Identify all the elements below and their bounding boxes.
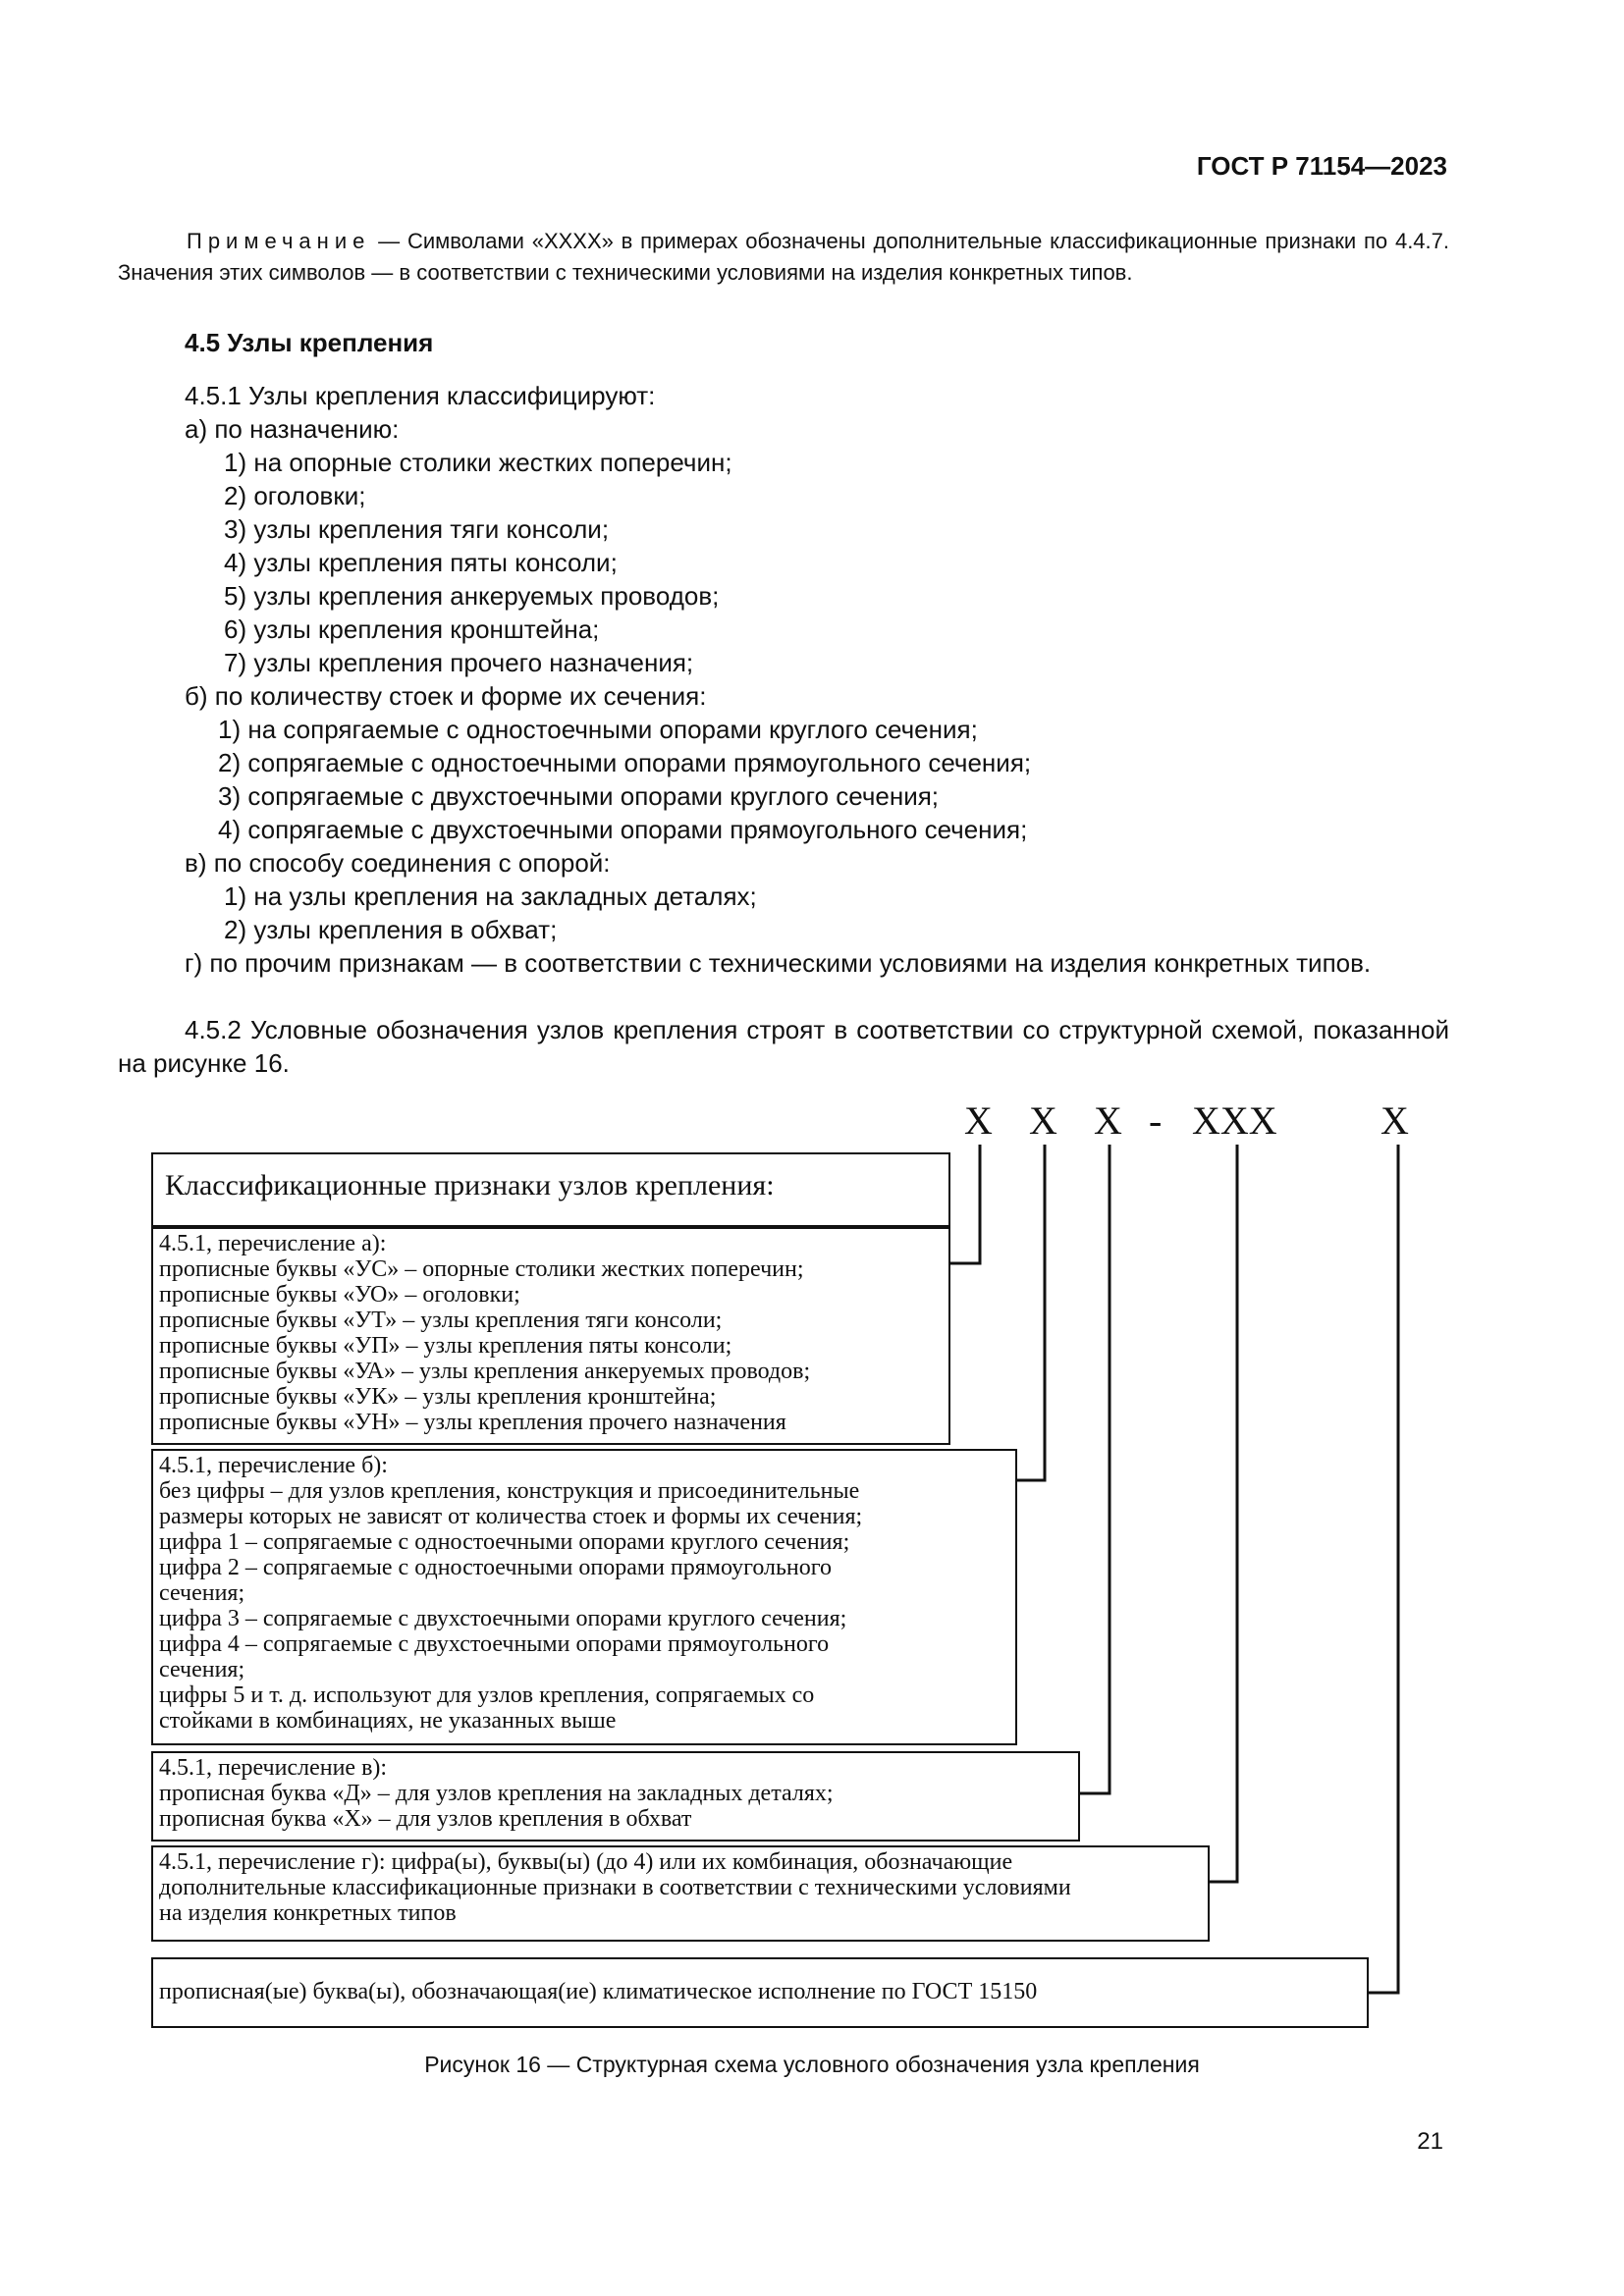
code-dash: - bbox=[1149, 1098, 1163, 1143]
code-char-xxx: XXX bbox=[1192, 1098, 1277, 1143]
box-b-line: цифра 3 – сопрягаемые с двухстоечными опорами круглого сечения; bbox=[159, 1606, 847, 1631]
list-a-item: 1) на опорные столики жестких поперечин; bbox=[224, 448, 732, 477]
list-b-heading: б) по количеству стоек и форме их сечения: bbox=[185, 681, 707, 711]
list-v-item: 1) на узлы крепления на закладных деталях; bbox=[224, 881, 757, 911]
code-char-3: X bbox=[1094, 1098, 1122, 1143]
box-b-line: цифра 2 – сопрягаемые с одностоечными опорами прямоугольного bbox=[159, 1555, 833, 1580]
list-b-item: 2) сопрягаемые с одностоечными опорами прямоугольного сечения; bbox=[218, 748, 1032, 777]
box-a-line: прописные буквы «УП» – узлы крепления пяты консоли; bbox=[159, 1333, 732, 1359]
box-v-line: прописная буква «Х» – для узлов крепления в обхват bbox=[159, 1806, 692, 1832]
box-climate: прописная(ые) буква(ы), обозначающая(ие) климатическое исполнение по ГОСТ 15150 bbox=[151, 1957, 1369, 2028]
list-a-item: 2) оголовки; bbox=[224, 481, 366, 510]
list-a-item: 6) узлы крепления кронштейна; bbox=[224, 614, 600, 644]
box-b-line: сечения; bbox=[159, 1580, 245, 1606]
box-a-line: прописные буквы «УН» – узлы крепления прочего назначения bbox=[159, 1410, 786, 1435]
box-a-line: прописные буквы «УК» – узлы крепления кронштейна; bbox=[159, 1384, 717, 1410]
diagram-title-box: Классификационные признаки узлов крепления: bbox=[151, 1152, 950, 1227]
box-a-line: 4.5.1, перечисление а): bbox=[159, 1231, 387, 1256]
box-b-line: цифры 5 и т. д. используют для узлов крепления, сопрягаемых со bbox=[159, 1682, 815, 1708]
box-b-line: цифра 4 – сопрягаемые с двухстоечными опорами прямоугольного bbox=[159, 1631, 830, 1657]
box-v-line: прописная буква «Д» – для узлов крепления на закладных деталях; bbox=[159, 1781, 834, 1806]
box-b-line: стойками в комбинациях, не указанных выше bbox=[159, 1708, 617, 1734]
figure-caption: Рисунок 16 — Структурная схема условного обозначения узла крепления bbox=[424, 2052, 1200, 2077]
box-v-line: 4.5.1, перечисление в): bbox=[159, 1755, 388, 1781]
note-text: — Символами «XXXX» в примерах обозначены дополнительные классификационные признаки по 4.4.7. Значения этих символов — в соответствии с техническими условиями на изделия конкретных типов. bbox=[118, 229, 1449, 285]
box-a-line: прописные буквы «УС» – опорные столики жестких поперечин; bbox=[159, 1256, 804, 1282]
list-g-paragraph: г) по прочим признакам — в соответствии с техническими условиями на изделия конкретных типов. bbox=[185, 948, 1372, 978]
section-title: 4.5 Узлы крепления bbox=[185, 328, 434, 357]
code-char-1: X bbox=[964, 1098, 993, 1143]
box-b-line: без цифры – для узлов крепления, конструкция и присоединительные bbox=[159, 1478, 860, 1504]
box-a-line: прописные буквы «УО» – оголовки; bbox=[159, 1282, 520, 1308]
clause-4-5-2: 4.5.2 Условные обозначения узлов крепления строят в соответствии со структурной схемой, показанной на рисунке 16. bbox=[118, 1015, 1449, 1078]
code-char-last: X bbox=[1380, 1098, 1409, 1143]
connector-v bbox=[1078, 1145, 1110, 1793]
list-a-item: 5) узлы крепления анкеруемых проводов; bbox=[224, 581, 720, 611]
box-b-line: сечения; bbox=[159, 1657, 245, 1682]
clause-4-5-1-intro: 4.5.1 Узлы крепления классифицируют: bbox=[185, 381, 656, 410]
box-a-line: прописные буквы «УА» – узлы крепления анкеруемых проводов; bbox=[159, 1359, 811, 1384]
list-a-item: 4) узлы крепления пяты консоли; bbox=[224, 548, 618, 577]
box-b bbox=[151, 1449, 1017, 1745]
list-a-item: 7) узлы крепления прочего назначения; bbox=[224, 648, 694, 677]
list-a-heading: а) по назначению: bbox=[185, 414, 400, 444]
note-label: Примечание bbox=[187, 229, 371, 253]
list-a-item: 3) узлы крепления тяги консоли; bbox=[224, 514, 610, 544]
box-b-line: цифра 1 – сопрягаемые с одностоечными опорами круглого сечения; bbox=[159, 1529, 850, 1555]
box-g-line: 4.5.1, перечисление г): цифра(ы), буквы(ы) (до 4) или их комбинация, обозначающие bbox=[159, 1849, 1013, 1875]
list-b-item: 1) на сопрягаемые с одностоечными опорами круглого сечения; bbox=[218, 715, 978, 744]
box-g bbox=[151, 1845, 1210, 1942]
list-v-heading: в) по способу соединения с опорой: bbox=[185, 848, 611, 878]
box-v bbox=[151, 1751, 1080, 1842]
document-id: ГОСТ Р 71154—2023 bbox=[1196, 151, 1447, 181]
connector-climate bbox=[1367, 1145, 1398, 1993]
connector-g bbox=[1208, 1145, 1237, 1882]
page-number: 21 bbox=[1417, 2128, 1443, 2155]
list-v-item: 2) узлы крепления в обхват; bbox=[224, 915, 558, 944]
box-a bbox=[151, 1227, 950, 1445]
box-b-line: 4.5.1, перечисление б): bbox=[159, 1453, 388, 1478]
code-char-2: X bbox=[1029, 1098, 1057, 1143]
box-g-line: на изделия конкретных типов bbox=[159, 1900, 457, 1926]
list-b-item: 4) сопрягаемые с двухстоечными опорами прямоугольного сечения; bbox=[218, 815, 1028, 844]
connector-a bbox=[948, 1145, 980, 1263]
box-b-line: размеры которых не зависят от количества стоек и формы их сечения; bbox=[159, 1504, 863, 1529]
box-a-line: прописные буквы «УТ» – узлы крепления тяги консоли; bbox=[159, 1308, 723, 1333]
connector-b bbox=[1015, 1145, 1045, 1480]
box-g-line: дополнительные классификационные признаки в соответствии с техническими условиями bbox=[159, 1875, 1071, 1900]
list-b-item: 3) сопрягаемые с двухстоечными опорами круглого сечения; bbox=[218, 781, 940, 811]
